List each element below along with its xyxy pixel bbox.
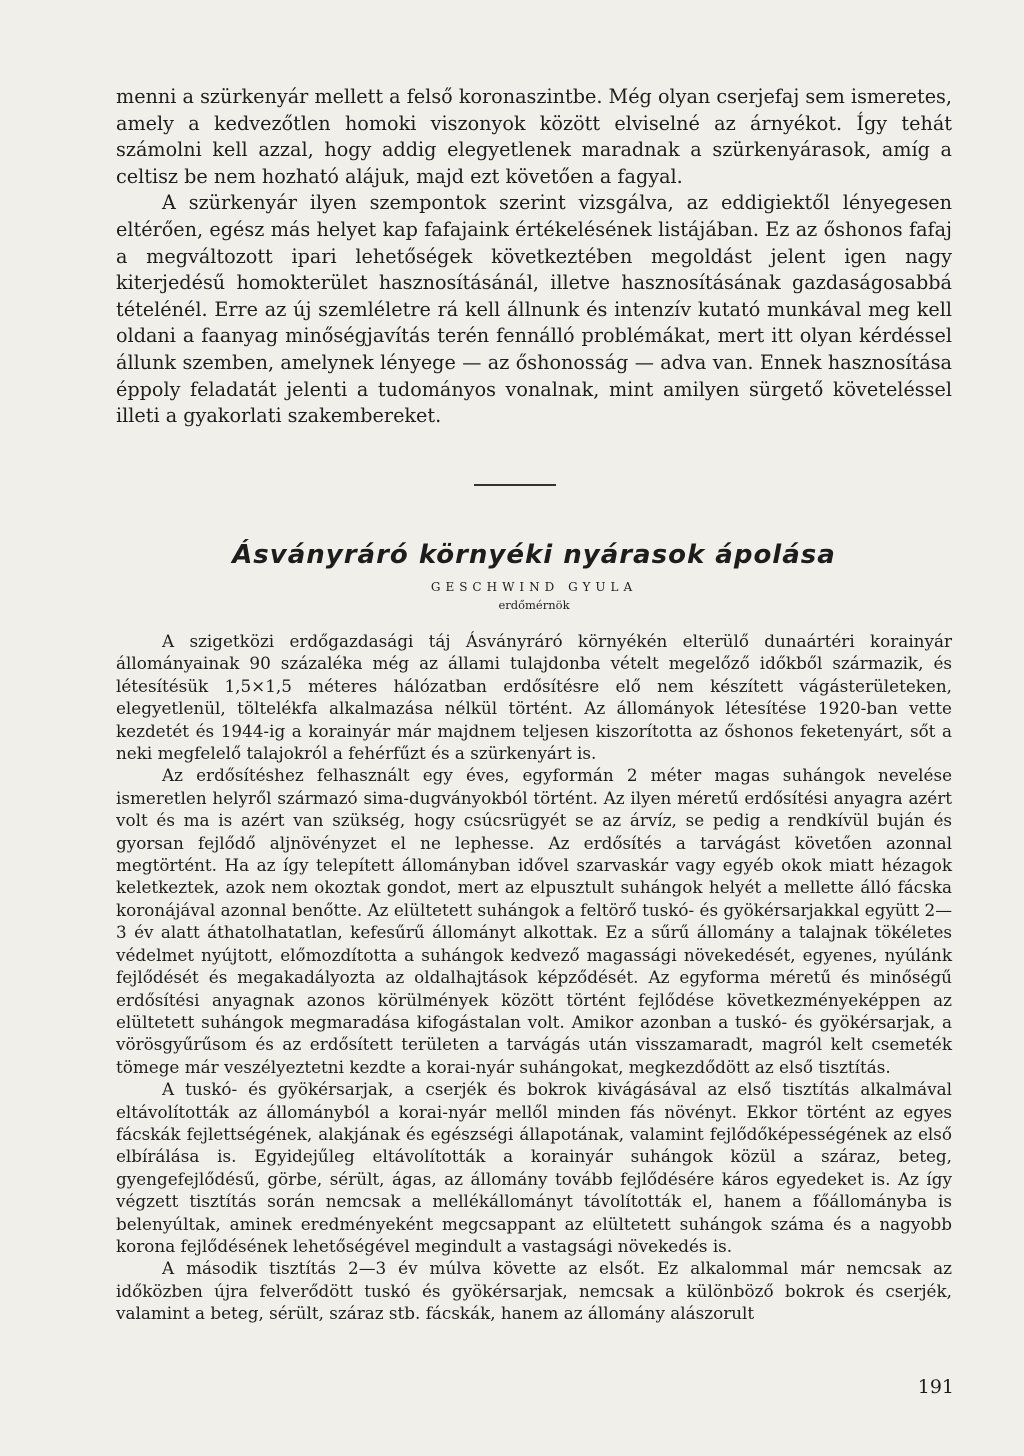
- page-number: 191: [917, 1376, 954, 1398]
- article-paragraph: A szigetközi erdőgazdasági táj Ásványráró környékén elterülő dunaártéri korainyár állományainak 90 százaléka még az állami tulajdonba vételt megelőző időkből származik, és létesítésük 1,5×1,5 méteres hálózatban erdősítésre elő nem készített vágásterületeken, elegyetlenül, töltelékfa alkalmazása nélkül történt. Az állományok létesítése 1920-ban vette kezdetét és 1944-ig a korainyár már majdnem teljesen kiszorította az őshonos feketenyárt, sőt a neki megfelelő talajokról a fehérfűzt és a szürkenyárt is.: [116, 631, 952, 764]
- article-body: [116, 630, 952, 1325]
- section-divider: [474, 484, 556, 486]
- article-title: Ásványráró környéki nyárasok ápolása: [232, 540, 836, 570]
- intro-text: [116, 84, 952, 430]
- intro-paragraph: menni a szürkenyár mellett a felső koronaszintbe. Még olyan cserjefaj sem ismeretes, amely a kedvezőtlen homoki viszonyok között elviselné az árnyékot. Így tehát számolni kell azzal, hogy addig elegyetlenek maradnak a szürkenyárasok, amíg a celtisz be nem hozható alájuk, majd ezt követően a fagyal.: [116, 85, 952, 188]
- article-author: GESCHWIND GYULA: [430, 580, 638, 594]
- article-paragraph: A tuskó- és gyökérsarjak, a cserjék és bokrok kivágásával az első tisztítás alkalmával eltávolították az állományból a korai-nyár mellől minden fás növényt. Ekkor történt az egyes fácskák fejlettségének, alakjának és egészségi állapotának, valamint fejlődőképességének az első elbírálása is. Egyidejűleg eltávolították a korainyár suhángok közül a száraz, beteg, gyengefejlődésű, görbe, sérült, ágas, az állomány tovább fejlődésére káros egyedeket is. Az így végzett tisztítás során nemcsak a mellékállományt távolították el, hanem a főállományba is belenyúltak, aminek eredményeként megcsappant az elültetett suhángok száma és a nagyobb korona fejlődésének lehetőségével megindult a vastagsági növekedés is.: [116, 1079, 952, 1256]
- article-paragraph: Az erdősítéshez felhasznált egy éves, egyformán 2 méter magas suhángok nevelése ismeretlen helyről származó sima-dugványokból történt. Az ilyen méretű erdősítési anyagra azért volt és ma is azért van szükség, hogy csúcsrügyét se az árvíz, se pedig a rendkívül buján és gyorsan fejlődő aljnövényzet el ne lephesse. Az erdősítés a tarvágást követően azonnal megtörtént. Ha az így telepített állományban idővel szarvaskár vagy egyéb okok miatt hézagok keletkeztek, azok nem okoztak gondot, mert az elpusztult suhángok helyét a mellette álló fácska koronájával azonnal benőtte. Az elültetett suhángok a feltörő tuskó- és gyökérsarjakkal együtt 2—3 év alatt áthatolhatatlan, kefesűrű állományt alkottak. Ez a sűrű állomány a talajnak tökéletes védelmet nyújtott, előmozdította a suhángok kedvező magassági növekedését, egyenes, nyúlánk fejlődését és megakadályozta az oldalhajtások képződését. Az egyforma méretű és minőségű erdősítési anyagnak azonos körülmények között történt fejlődése következményeképpen az elültetett suhángok megmaradása kifogástalan volt. Amikor azonban a tuskó- és gyökérsarjak, a vörösgyűrűsom és az erdősített területen a tarvágás után visszamaradt, magról kelt csemeték tömege már veszélyeztetni kezdte a korai-nyár suhángokat, megkezdődött az első tisztítás.: [116, 765, 952, 1077]
- article-paragraph: A második tisztítás 2—3 év múlva követte az elsőt. Ez alkalommal már nemcsak az időközben újra felverődött tuskó és gyökérsarjak, nemcsak a különböző bokrok és cserjék, valamint a beteg, sérült, száraz stb. fácskák, hanem az állomány alászorult: [116, 1258, 952, 1324]
- author-role: erdőmérnök: [498, 598, 570, 612]
- intro-paragraph: A szürkenyár ilyen szempontok szerint vizsgálva, az eddigiektől lényegesen eltérően, egész más helyet kap fafajaink értékelésének listájában. Ez az őshonos fafaj a megváltozott ipari lehetőségek következtében megoldást jelent igen nagy kiterjedésű homokterület hasznosításánál, illetve hasznosításának gazdaságosabbá tételénél. Erre az új szemléletre rá kell állnunk és intenzív kutató munkával meg kell oldani a faanyag minőségjavítás terén fennálló problémákat, mert itt olyan kérdéssel állunk szemben, amelynek lényege — az őshonosság — adva van. Ennek hasznosítása éppoly feladatát jelenti a tudományos vonalnak, mint amilyen sürgető követeléssel illeti a gyakorlati szakembereket.: [116, 191, 952, 428]
